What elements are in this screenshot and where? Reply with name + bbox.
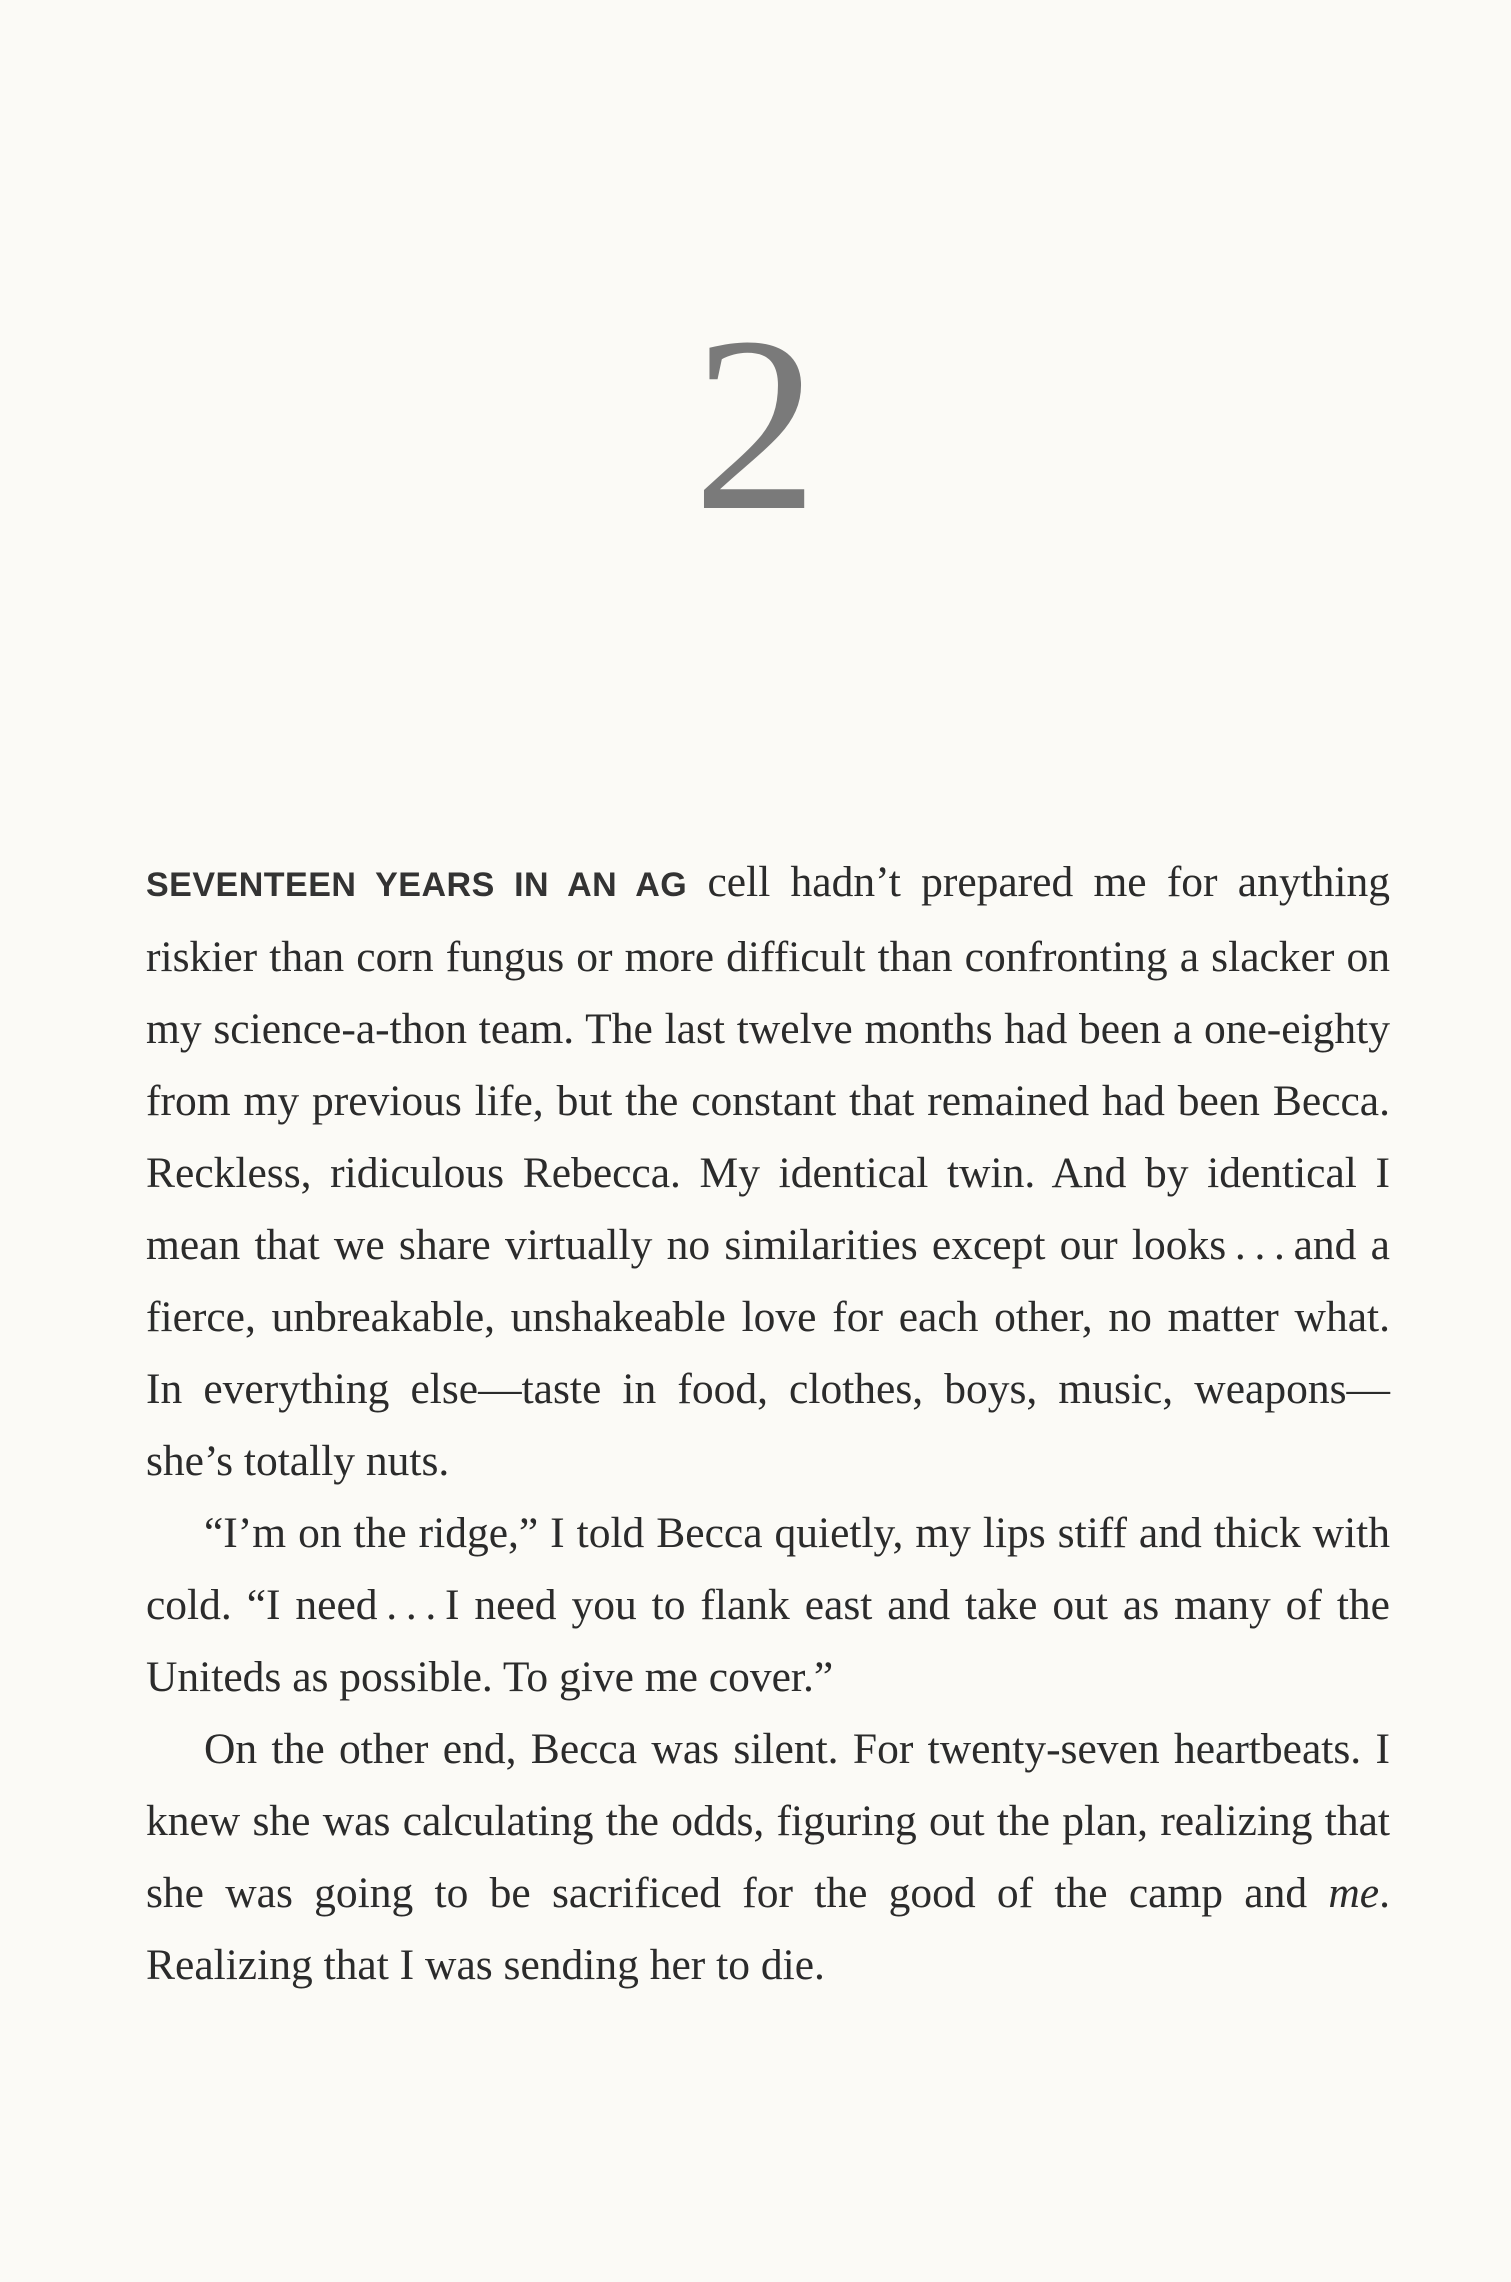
paragraph-3-emphasis: me <box>1328 1869 1380 1917</box>
chapter-body <box>146 846 1390 2001</box>
chapter-number: 2 <box>693 286 818 563</box>
paragraph-1 <box>146 846 1390 1497</box>
paragraph-1-text: cell hadn’t prepared me for anything riskier than corn fungus or more difficult than confronting a slacker on my science-a-thon team. The last twelve months had been a one-eighty from my previous life, but the constant that remained had been Becca. Reckless, ridiculous Rebecca. My identical twin. And by identical I mean that we share virtually no similarities except our looks . . . and a fierce, unbreakable, unshakeable love for each other, no matter what. In everything else—taste in food, clothes, boys, music, weapons—she’s totally nuts. <box>146 858 1391 1485</box>
paragraph-2 <box>146 1497 1390 1713</box>
paragraph-3-text-after: . Realizing that I was sending her to die. <box>146 1869 1390 1989</box>
paragraph-3 <box>146 1713 1390 2001</box>
lead-in-small-caps: SEVENTEEN YEARS IN AN AG <box>146 866 688 904</box>
paragraph-3-text-before: On the other end, Becca was silent. For twenty-seven heartbeats. I knew she was calculating the odds, figuring out the plan, realizing that she was going to be sacrificed for the good of the camp and <box>146 1725 1390 1917</box>
paragraph-2-text: “I’m on the ridge,” I told Becca quietly, my lips stiff and thick with cold. “I need . . . I need you to flank east and take out as many of the Uniteds as possible. To give me cover.” <box>146 1509 1390 1701</box>
